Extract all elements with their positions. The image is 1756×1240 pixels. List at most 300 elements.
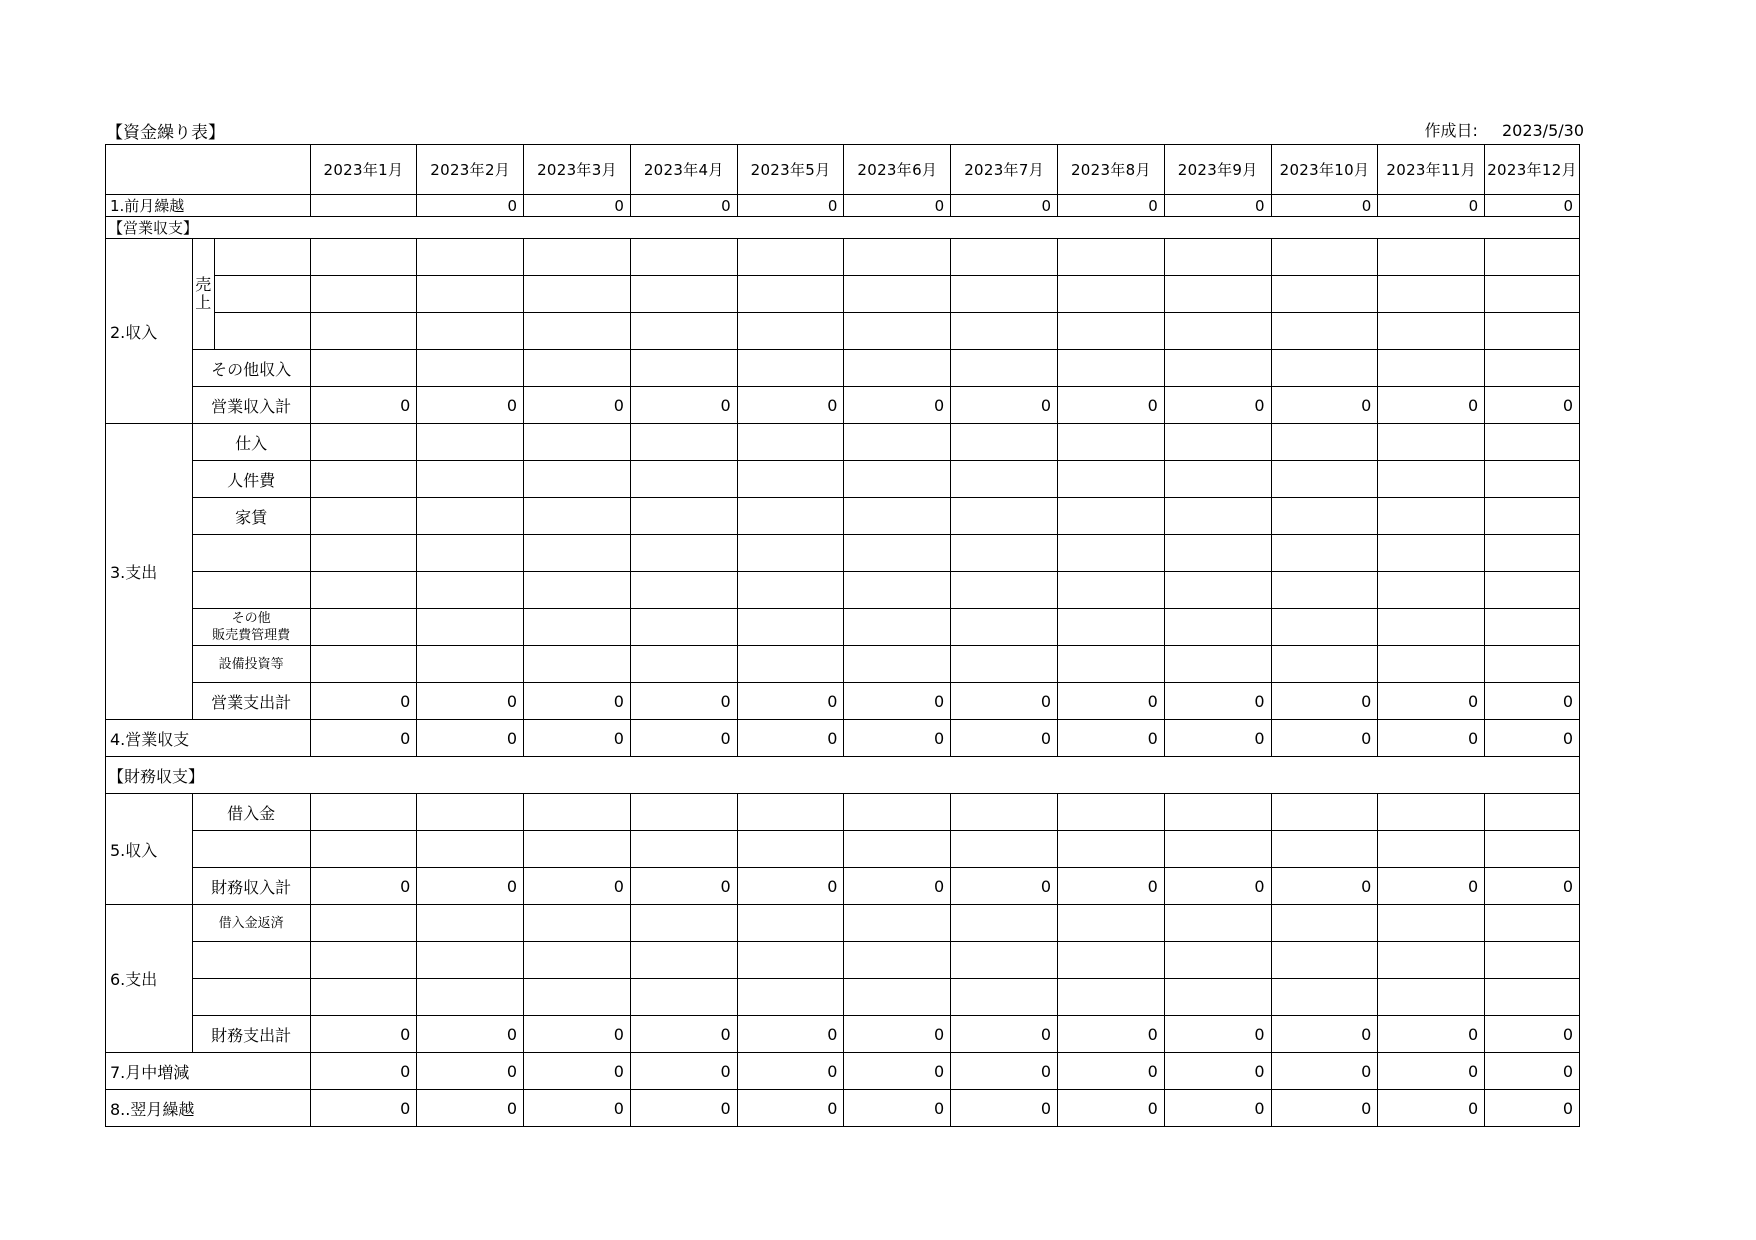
value-cell: 0 bbox=[1164, 387, 1271, 424]
value-cell bbox=[1164, 535, 1271, 572]
value-cell bbox=[1271, 313, 1378, 350]
value-cell bbox=[1164, 498, 1271, 535]
value-cell bbox=[737, 498, 844, 535]
value-cell bbox=[524, 831, 631, 868]
value-cell: 0 bbox=[417, 1053, 524, 1090]
section-label: 【営業収支】 bbox=[106, 217, 1580, 239]
sub-label: 財務収入計 bbox=[192, 868, 310, 905]
value-cell bbox=[417, 276, 524, 313]
month-header: 2023年3月 bbox=[524, 145, 631, 195]
value-cell bbox=[844, 646, 951, 683]
value-cell bbox=[951, 498, 1058, 535]
value-cell bbox=[1485, 979, 1580, 1016]
value-cell bbox=[1164, 979, 1271, 1016]
fin-expense-row bbox=[106, 905, 1580, 942]
value-cell bbox=[630, 979, 737, 1016]
value-cell bbox=[1271, 609, 1378, 646]
value-cell bbox=[951, 831, 1058, 868]
value-cell: 0 bbox=[1378, 720, 1485, 757]
value-cell bbox=[630, 424, 737, 461]
sub-label bbox=[192, 831, 310, 868]
sub-label bbox=[192, 942, 310, 979]
value-cell bbox=[1378, 831, 1485, 868]
value-cell bbox=[1164, 646, 1271, 683]
sub-label: 仕入 bbox=[192, 424, 310, 461]
value-cell: 0 bbox=[1164, 195, 1271, 217]
value-cell: 0 bbox=[524, 720, 631, 757]
value-cell bbox=[1378, 794, 1485, 831]
fin-income-row bbox=[106, 794, 1580, 831]
value-cell: 0 bbox=[524, 683, 631, 720]
value-cell: 0 bbox=[524, 195, 631, 217]
value-cell bbox=[524, 276, 631, 313]
value-cell bbox=[630, 942, 737, 979]
value-cell bbox=[310, 195, 417, 217]
value-cell bbox=[951, 942, 1058, 979]
value-cell: 0 bbox=[310, 1053, 417, 1090]
sga-label bbox=[192, 609, 310, 646]
value-cell: 0 bbox=[737, 195, 844, 217]
value-cell bbox=[524, 424, 631, 461]
row-label: 2.収入 bbox=[106, 239, 193, 424]
value-cell bbox=[630, 350, 737, 387]
value-cell bbox=[1058, 831, 1165, 868]
value-cell bbox=[1271, 535, 1378, 572]
value-cell bbox=[524, 350, 631, 387]
value-cell bbox=[1164, 350, 1271, 387]
value-cell bbox=[310, 424, 417, 461]
value-cell bbox=[1058, 979, 1165, 1016]
value-cell bbox=[1485, 276, 1580, 313]
value-cell bbox=[524, 498, 631, 535]
value-cell bbox=[524, 646, 631, 683]
value-cell: 0 bbox=[1485, 387, 1580, 424]
value-cell: 0 bbox=[737, 1090, 844, 1127]
net-change-row bbox=[106, 1053, 1580, 1090]
value-cell bbox=[1164, 276, 1271, 313]
value-cell bbox=[951, 572, 1058, 609]
value-cell bbox=[1271, 461, 1378, 498]
value-cell: 0 bbox=[844, 720, 951, 757]
cash-flow-table bbox=[105, 144, 1580, 1127]
value-cell bbox=[310, 572, 417, 609]
value-cell: 0 bbox=[1485, 1016, 1580, 1053]
value-cell bbox=[844, 942, 951, 979]
value-cell: 0 bbox=[1058, 387, 1165, 424]
value-cell: 0 bbox=[1271, 1090, 1378, 1127]
value-cell bbox=[844, 535, 951, 572]
value-cell: 0 bbox=[1164, 1053, 1271, 1090]
sub-label: 営業収入計 bbox=[192, 387, 310, 424]
expense-total-row bbox=[106, 683, 1580, 720]
value-cell bbox=[630, 609, 737, 646]
value-cell bbox=[1485, 461, 1580, 498]
value-cell bbox=[1058, 498, 1165, 535]
sub-label: 財務支出計 bbox=[192, 1016, 310, 1053]
value-cell: 0 bbox=[1058, 1016, 1165, 1053]
created-date-value: 2023/5/30 bbox=[1501, 121, 1584, 140]
value-cell: 0 bbox=[737, 1016, 844, 1053]
value-cell bbox=[1164, 424, 1271, 461]
created-date bbox=[1425, 118, 1584, 141]
value-cell: 0 bbox=[737, 1053, 844, 1090]
header-blank bbox=[106, 145, 311, 195]
value-cell bbox=[1271, 831, 1378, 868]
value-cell bbox=[417, 572, 524, 609]
value-cell bbox=[1271, 424, 1378, 461]
value-cell: 0 bbox=[1378, 387, 1485, 424]
value-cell bbox=[1164, 609, 1271, 646]
sub-label: 家賃 bbox=[192, 498, 310, 535]
value-cell bbox=[1378, 535, 1485, 572]
value-cell: 0 bbox=[1485, 868, 1580, 905]
value-cell bbox=[310, 239, 417, 276]
value-cell bbox=[1058, 572, 1165, 609]
value-cell: 0 bbox=[417, 195, 524, 217]
value-cell bbox=[1271, 498, 1378, 535]
value-cell bbox=[737, 461, 844, 498]
value-cell bbox=[310, 350, 417, 387]
value-cell: 0 bbox=[1271, 1053, 1378, 1090]
value-cell bbox=[737, 313, 844, 350]
value-cell: 0 bbox=[417, 1090, 524, 1127]
value-cell bbox=[630, 239, 737, 276]
value-cell: 0 bbox=[844, 683, 951, 720]
value-cell: 0 bbox=[417, 1016, 524, 1053]
value-cell bbox=[844, 905, 951, 942]
value-cell bbox=[1378, 461, 1485, 498]
value-cell bbox=[1485, 313, 1580, 350]
value-cell: 0 bbox=[1271, 720, 1378, 757]
value-cell bbox=[844, 572, 951, 609]
value-cell bbox=[844, 276, 951, 313]
section-row bbox=[106, 217, 1580, 239]
value-cell bbox=[1485, 831, 1580, 868]
value-cell: 0 bbox=[1058, 868, 1165, 905]
value-cell bbox=[524, 979, 631, 1016]
value-cell bbox=[951, 350, 1058, 387]
month-header: 2023年9月 bbox=[1164, 145, 1271, 195]
income-row bbox=[106, 313, 1580, 350]
value-cell: 0 bbox=[630, 1016, 737, 1053]
value-cell bbox=[630, 313, 737, 350]
value-cell: 0 bbox=[1164, 683, 1271, 720]
income-row bbox=[106, 239, 1580, 276]
value-cell bbox=[310, 905, 417, 942]
value-cell bbox=[1485, 609, 1580, 646]
value-cell bbox=[417, 905, 524, 942]
expense-row bbox=[106, 535, 1580, 572]
value-cell: 0 bbox=[630, 868, 737, 905]
value-cell bbox=[844, 609, 951, 646]
sga-line1: その他 bbox=[231, 611, 271, 626]
month-header: 2023年7月 bbox=[951, 145, 1058, 195]
value-cell bbox=[1378, 905, 1485, 942]
value-cell bbox=[524, 609, 631, 646]
value-cell bbox=[417, 646, 524, 683]
value-cell bbox=[310, 794, 417, 831]
value-cell bbox=[310, 276, 417, 313]
value-cell: 0 bbox=[310, 868, 417, 905]
value-cell: 0 bbox=[844, 1090, 951, 1127]
value-cell bbox=[310, 498, 417, 535]
value-cell bbox=[1271, 979, 1378, 1016]
value-cell bbox=[630, 461, 737, 498]
value-cell bbox=[951, 979, 1058, 1016]
section-row bbox=[106, 757, 1580, 794]
value-cell bbox=[737, 276, 844, 313]
value-cell bbox=[1485, 239, 1580, 276]
value-cell bbox=[417, 535, 524, 572]
value-cell: 0 bbox=[1164, 1016, 1271, 1053]
month-header: 2023年2月 bbox=[417, 145, 524, 195]
value-cell bbox=[310, 313, 417, 350]
value-cell: 0 bbox=[310, 387, 417, 424]
month-header: 2023年8月 bbox=[1058, 145, 1165, 195]
value-cell bbox=[524, 905, 631, 942]
value-cell bbox=[951, 461, 1058, 498]
value-cell bbox=[310, 942, 417, 979]
value-cell: 0 bbox=[417, 387, 524, 424]
value-cell bbox=[524, 239, 631, 276]
value-cell bbox=[1271, 794, 1378, 831]
value-cell bbox=[1378, 313, 1485, 350]
expense-row bbox=[106, 572, 1580, 609]
row-label: 5.収入 bbox=[106, 794, 193, 905]
value-cell: 0 bbox=[1378, 1090, 1485, 1127]
expense-row bbox=[106, 609, 1580, 646]
value-cell bbox=[1485, 942, 1580, 979]
value-cell bbox=[1378, 609, 1485, 646]
value-cell: 0 bbox=[310, 1090, 417, 1127]
value-cell bbox=[737, 794, 844, 831]
value-cell: 0 bbox=[951, 1053, 1058, 1090]
expense-row bbox=[106, 424, 1580, 461]
month-header: 2023年12月 bbox=[1485, 145, 1580, 195]
row-label: 8..翌月繰越 bbox=[106, 1090, 311, 1127]
value-cell: 0 bbox=[1058, 1053, 1165, 1090]
sub-label: 借入金 bbox=[192, 794, 310, 831]
value-cell bbox=[951, 646, 1058, 683]
sub-label: 借入金返済 bbox=[192, 905, 310, 942]
value-cell bbox=[310, 979, 417, 1016]
row-label: 3.支出 bbox=[106, 424, 193, 720]
expense-row bbox=[106, 461, 1580, 498]
fin-income-total-row bbox=[106, 868, 1580, 905]
value-cell bbox=[1378, 276, 1485, 313]
month-header: 2023年10月 bbox=[1271, 145, 1378, 195]
value-cell bbox=[1058, 424, 1165, 461]
value-cell: 0 bbox=[951, 387, 1058, 424]
value-cell: 0 bbox=[310, 1016, 417, 1053]
value-cell bbox=[1058, 794, 1165, 831]
value-cell bbox=[1164, 905, 1271, 942]
value-cell: 0 bbox=[1378, 195, 1485, 217]
value-cell bbox=[1058, 461, 1165, 498]
value-cell bbox=[844, 461, 951, 498]
carry-in-row bbox=[106, 195, 1580, 217]
value-cell bbox=[1164, 572, 1271, 609]
value-cell bbox=[1271, 239, 1378, 276]
value-cell bbox=[1378, 239, 1485, 276]
value-cell bbox=[1058, 313, 1165, 350]
value-cell: 0 bbox=[1271, 683, 1378, 720]
value-cell: 0 bbox=[310, 683, 417, 720]
sub-label: 設備投資等 bbox=[192, 646, 310, 683]
value-cell: 0 bbox=[1378, 1053, 1485, 1090]
value-cell bbox=[524, 942, 631, 979]
section-label: 【財務収支】 bbox=[106, 757, 1580, 794]
value-cell: 0 bbox=[737, 387, 844, 424]
value-cell bbox=[1058, 609, 1165, 646]
fin-income-row bbox=[106, 831, 1580, 868]
value-cell bbox=[310, 609, 417, 646]
value-cell bbox=[737, 646, 844, 683]
sub-label: その他収入 bbox=[192, 350, 310, 387]
value-cell bbox=[417, 498, 524, 535]
sub-label bbox=[192, 979, 310, 1016]
value-cell bbox=[1485, 905, 1580, 942]
month-header: 2023年6月 bbox=[844, 145, 951, 195]
value-cell bbox=[310, 646, 417, 683]
sga-line2: 販売費管理費 bbox=[212, 628, 291, 643]
value-cell bbox=[1271, 276, 1378, 313]
value-cell bbox=[951, 609, 1058, 646]
header-row bbox=[106, 145, 1580, 195]
value-cell: 0 bbox=[1485, 1053, 1580, 1090]
value-cell bbox=[844, 424, 951, 461]
value-cell: 0 bbox=[417, 868, 524, 905]
row-label: 4.営業収支 bbox=[106, 720, 311, 757]
value-cell bbox=[630, 646, 737, 683]
income-row bbox=[106, 350, 1580, 387]
value-cell bbox=[951, 535, 1058, 572]
value-cell bbox=[1485, 572, 1580, 609]
month-header: 2023年11月 bbox=[1378, 145, 1485, 195]
value-cell bbox=[524, 794, 631, 831]
value-cell bbox=[844, 350, 951, 387]
value-cell: 0 bbox=[737, 720, 844, 757]
value-cell bbox=[524, 572, 631, 609]
value-cell: 0 bbox=[1485, 683, 1580, 720]
value-cell: 0 bbox=[1485, 1090, 1580, 1127]
value-cell bbox=[524, 461, 631, 498]
value-cell bbox=[1485, 535, 1580, 572]
value-cell bbox=[1164, 313, 1271, 350]
value-cell bbox=[737, 942, 844, 979]
value-cell: 0 bbox=[844, 1016, 951, 1053]
value-cell: 0 bbox=[1271, 195, 1378, 217]
row-label: 7.月中増減 bbox=[106, 1053, 311, 1090]
value-cell bbox=[951, 424, 1058, 461]
sub-label bbox=[192, 572, 310, 609]
value-cell bbox=[417, 831, 524, 868]
value-cell bbox=[1058, 905, 1165, 942]
month-header: 2023年1月 bbox=[310, 145, 417, 195]
value-cell bbox=[1058, 646, 1165, 683]
value-cell: 0 bbox=[951, 195, 1058, 217]
value-cell bbox=[1378, 424, 1485, 461]
value-cell: 0 bbox=[1271, 1016, 1378, 1053]
page-title: 【資金繰り表】 bbox=[106, 123, 225, 143]
month-header: 2023年4月 bbox=[630, 145, 737, 195]
value-cell bbox=[1058, 239, 1165, 276]
value-cell: 0 bbox=[630, 683, 737, 720]
value-cell: 0 bbox=[951, 683, 1058, 720]
sales-label: 売 上 bbox=[192, 239, 214, 350]
value-cell: 0 bbox=[630, 1090, 737, 1127]
value-cell: 0 bbox=[417, 720, 524, 757]
value-cell: 0 bbox=[417, 683, 524, 720]
value-cell bbox=[844, 498, 951, 535]
value-cell: 0 bbox=[951, 1016, 1058, 1053]
value-cell: 0 bbox=[844, 387, 951, 424]
value-cell bbox=[844, 831, 951, 868]
value-cell bbox=[1485, 794, 1580, 831]
value-cell bbox=[1164, 461, 1271, 498]
value-cell bbox=[737, 609, 844, 646]
value-cell bbox=[417, 979, 524, 1016]
fin-expense-row bbox=[106, 942, 1580, 979]
value-cell bbox=[737, 424, 844, 461]
value-cell bbox=[630, 276, 737, 313]
value-cell: 0 bbox=[1058, 195, 1165, 217]
value-cell bbox=[951, 905, 1058, 942]
value-cell bbox=[630, 794, 737, 831]
value-cell: 0 bbox=[524, 868, 631, 905]
value-cell: 0 bbox=[844, 868, 951, 905]
value-cell bbox=[1271, 905, 1378, 942]
value-cell bbox=[417, 942, 524, 979]
fin-expense-row bbox=[106, 979, 1580, 1016]
sub-label bbox=[214, 313, 310, 350]
value-cell: 0 bbox=[1058, 1090, 1165, 1127]
value-cell: 0 bbox=[1058, 683, 1165, 720]
value-cell bbox=[417, 461, 524, 498]
value-cell bbox=[1378, 498, 1485, 535]
month-header: 2023年5月 bbox=[737, 145, 844, 195]
value-cell: 0 bbox=[951, 720, 1058, 757]
sub-label bbox=[214, 276, 310, 313]
value-cell: 0 bbox=[1271, 387, 1378, 424]
value-cell bbox=[1058, 350, 1165, 387]
income-total-row bbox=[106, 387, 1580, 424]
value-cell bbox=[630, 831, 737, 868]
value-cell bbox=[737, 979, 844, 1016]
value-cell bbox=[524, 313, 631, 350]
value-cell: 0 bbox=[1378, 1016, 1485, 1053]
value-cell bbox=[844, 794, 951, 831]
value-cell bbox=[844, 239, 951, 276]
value-cell bbox=[417, 609, 524, 646]
income-row bbox=[106, 276, 1580, 313]
value-cell bbox=[310, 461, 417, 498]
value-cell bbox=[1485, 646, 1580, 683]
value-cell: 0 bbox=[737, 683, 844, 720]
value-cell: 0 bbox=[310, 720, 417, 757]
value-cell bbox=[1164, 794, 1271, 831]
value-cell: 0 bbox=[951, 868, 1058, 905]
value-cell: 0 bbox=[630, 195, 737, 217]
value-cell: 0 bbox=[1378, 683, 1485, 720]
expense-row bbox=[106, 498, 1580, 535]
value-cell bbox=[844, 313, 951, 350]
value-cell bbox=[737, 572, 844, 609]
value-cell bbox=[1164, 942, 1271, 979]
value-cell: 0 bbox=[1164, 868, 1271, 905]
value-cell bbox=[417, 313, 524, 350]
value-cell bbox=[1058, 276, 1165, 313]
